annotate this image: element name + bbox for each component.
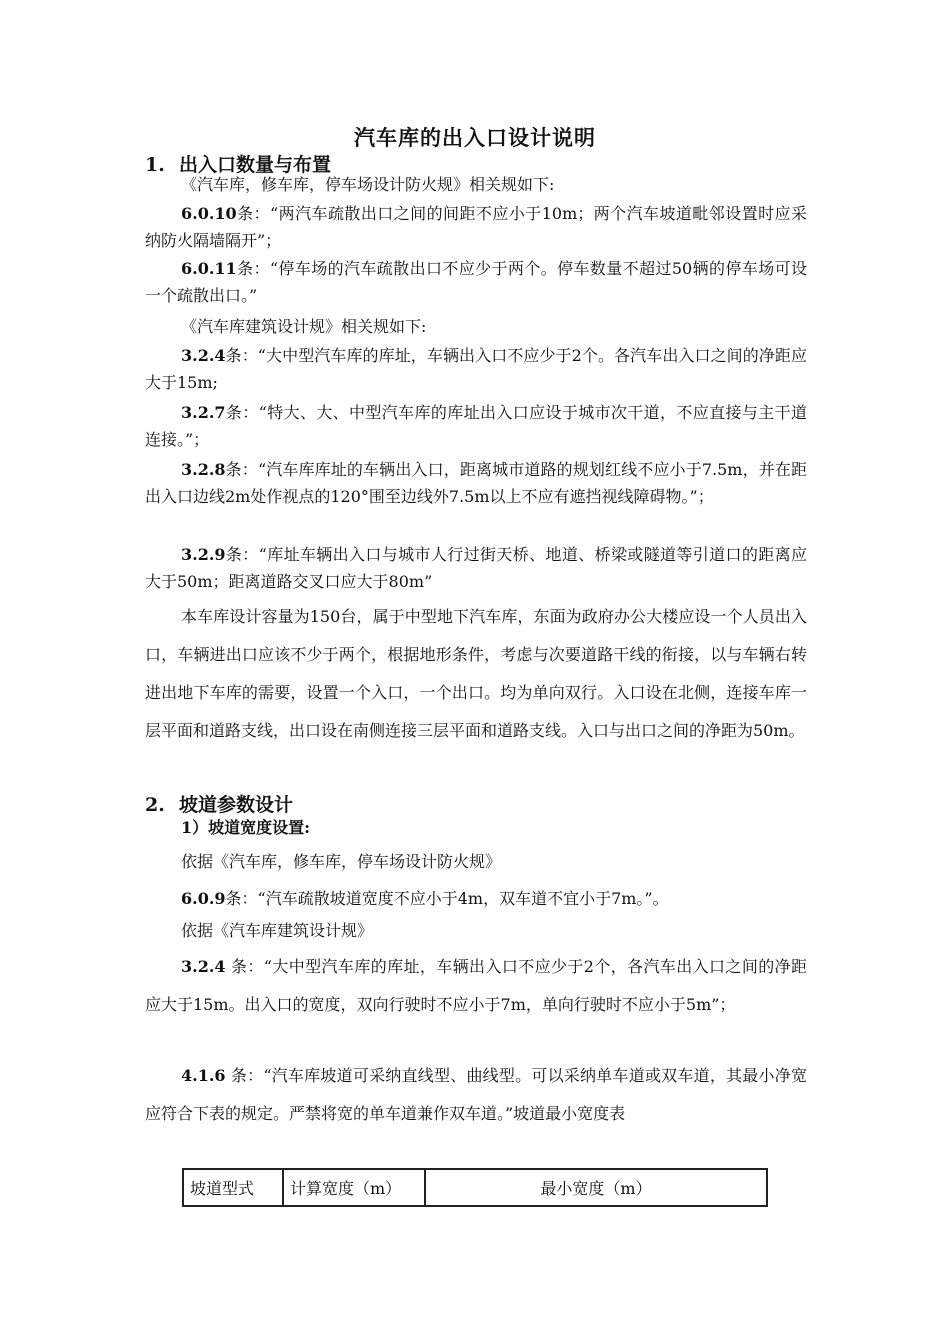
ramp-width-table — [182, 1168, 768, 1207]
basis-1: 依据《汽车库，修车库，停车场设计防火规》 — [181, 852, 502, 871]
rule-text: 条：“停车场的汽车疏散出口不应少于两个。停车数量不超过50辆的停车场可设一个疏散出口。” — [145, 259, 807, 305]
rule-4-1-6 — [145, 1057, 807, 1133]
section-1-title: 出入口数量与布置 — [179, 154, 332, 176]
rule-text: 条：“库址车辆出入口与城市人行过街天桥、地道、桥梁或隧道等引道口的距离应大于50m；距离道路交叉口应大于80m” — [145, 545, 807, 591]
table-header-cell: 最小宽度（m） — [425, 1169, 767, 1206]
rule-ref: 3.2.4 — [181, 346, 226, 365]
rule-3-2-4 — [145, 343, 807, 396]
rule-3-2-4-b — [145, 948, 807, 1024]
section-1-intro: 《汽车库，修车库，停车场设计防火规》相关规如下: — [181, 175, 555, 194]
rule-ref: 6.0.9 — [181, 889, 226, 908]
rule-text: 条：“特大、大、中型汽车库的库址出入口应设于城市次干道，不应直接与主干道连接。”； — [145, 403, 807, 449]
rule-ref: 3.2.4 — [181, 957, 226, 976]
section-1-intro-2: 《汽车库建筑设计规》相关规如下: — [181, 317, 427, 336]
table-header-row — [183, 1169, 767, 1206]
rule-ref: 4.1.6 — [181, 1066, 226, 1085]
rule-text: 条：“两汽车疏散出口之间的间距不应小于10m；两个汽车坡道毗邻设置时应采纳防火隔墙隔开”； — [145, 204, 807, 250]
rule-text: 条：“大中型汽车库的库址，车辆出入口不应少于2个，各汽车出入口之间的净距应大于15m。出入口的宽度，双向行驶时不应小于7m，单向行驶时不应小于5m”； — [145, 957, 807, 1014]
section-1-number: 1. — [145, 154, 165, 176]
section-2-heading — [145, 790, 293, 817]
rule-3-2-7 — [145, 400, 807, 453]
table-header-cell: 坡道型式 — [183, 1169, 283, 1206]
page-title: 汽车库的出入口设计说明 — [354, 125, 596, 150]
section-2-title: 坡道参数设计 — [179, 794, 294, 816]
rule-text: 条：“汽车疏散坡道宽度不应小于4m，双车道不宜小于7m。”。 — [225, 889, 669, 908]
rule-ref: 6.0.11 — [181, 259, 237, 278]
rule-text: 条：“大中型汽车库的库址，车辆出入口不应少于2个。各汽车出入口之间的净距应大于15m; — [145, 346, 807, 392]
rule-3-2-8 — [145, 457, 807, 510]
rule-ref: 3.2.8 — [181, 460, 226, 479]
rule-ref: 3.2.9 — [181, 545, 226, 564]
section-1-paragraph: 本车库设计容量为150台，属于中型地下汽车库，东面为政府办公大楼应设一个人员出入口，车辆进出口应该不少于两个，根据地形条件，考虑与次要道路干线的衔接，以与车辆右转进出地下车库的需要，设置一个入口，一个出口。均为单向双行。入口设在北侧，连接车库一层平面和道路支线，出口设在南侧连接三层平面和道路支线。入口与出口之间的净距为50m。 — [145, 607, 807, 740]
rule-3-2-9 — [145, 542, 807, 595]
rule-text: 条：“汽车库坡道可采纳直线型、曲线型。可以采纳单车道或双车道，其最小净宽应符合下表的规定。严禁将宽的单车道兼作双车道。”坡道最小宽度表 — [145, 1066, 807, 1123]
rule-ref: 6.0.10 — [181, 204, 237, 223]
table-header-cell: 计算宽度（m） — [283, 1169, 425, 1206]
rule-6-0-11 — [145, 256, 807, 309]
subsection-1-title: 1）坡道宽度设置: — [181, 818, 311, 837]
basis-2: 依据《汽车库建筑设计规》 — [181, 921, 374, 940]
rule-6-0-10 — [145, 201, 807, 254]
rule-ref: 3.2.7 — [181, 403, 226, 422]
rule-6-0-9 — [181, 886, 669, 912]
rule-text: 条：“汽车库库址的车辆出入口，距离城市道路的规划红线不应小于7.5m，并在距出入口边线2m处作视点的120°围至边线外7.5m以上不应有遮挡视线障碍物。”； — [145, 460, 807, 506]
section-2-number: 2. — [145, 794, 165, 816]
